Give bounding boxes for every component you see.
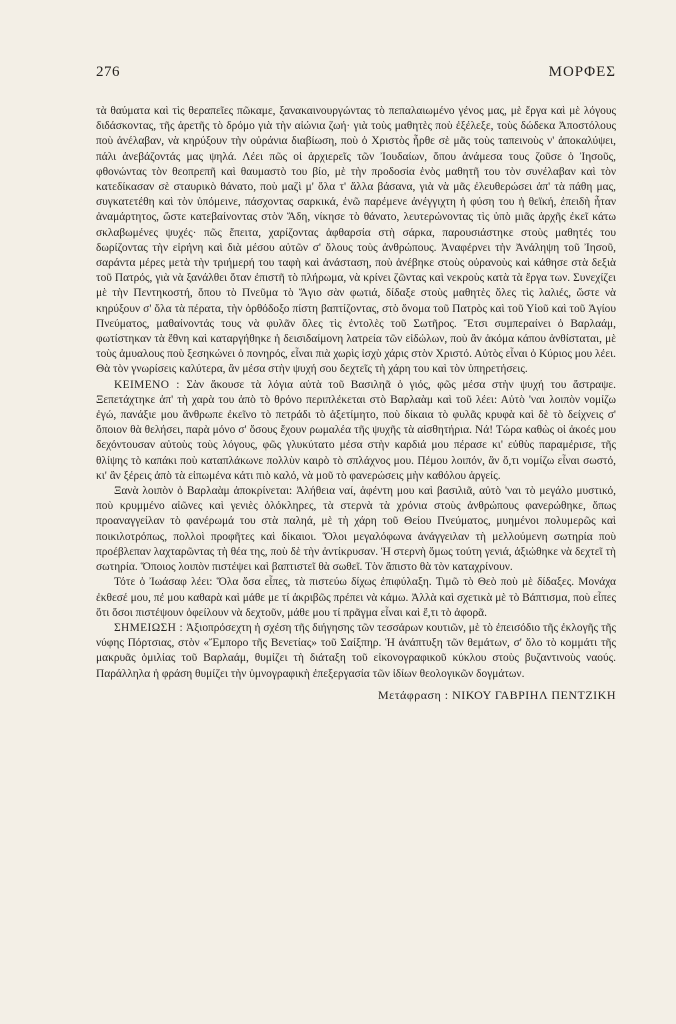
paragraph-ioasaph-reply — [96, 575, 616, 621]
paragraph-text-section — [96, 378, 616, 484]
section-label: ΚΕΙΜΕΝΟ : — [114, 378, 180, 391]
paragraph-text: Σὰν ἄκουσε τὰ λόγια αὐτὰ τοῦ Βασιληᾶ ὁ γιός, φῶς μέσα στὴν ψυχή του ἄστραψε. Ξεπετάχτηκε ἀπ' τὴ χαρὰ του ἀπὸ τὸ θρόνο περιπλέκεται στὸ Βαρλαὰμ καὶ τοῦ λέει: Αὐτὸ 'ναι λοιπὸν νομίζω ἐγώ, πανάξιε μου ἄνθρωπε ἐκεῖνο τὸ πετράδι τὸ ἀξετίμητο, ποὺ δίκαια τὸ φυλᾶς κρυφὰ καὶ δὲ τὸ δείχνεις σ' ὅποιον θὰ θελήσει, παρὰ μόνο σ' ὅσους ἔχουν ρωμαλέα τῆς ψυχῆς τὰ αἰσθητήρια. Νά! Τώρα καθὼς οἱ ἀκοές μου δεχόντουσαν αὐτοὺς τοὺς λόγους, φῶς γλυκύτατο μέσα στὴν καρδιά μου πέρασε κι' εὐθὺς παραμέρισε, τῆς θλίψης τὸ καπάκι ποὺ καταπλάκωνε πολλὺν καιρὸ τὸ σπλάχνος μου. Πέμου λοιπόν, ἂν ὅ,τι νομίζω εἶναι σωστό, κι' ἂν ξέρεις ἀπὸ τὰ εἰπωμένα κάτι πιὸ καλό, νὰ μοῦ τὸ φανερώσεις μὴν καθόλου ἀργείς. — [96, 378, 616, 482]
page-number: 276 — [96, 64, 120, 80]
page-header — [96, 64, 616, 86]
translation-credit: Μετάφραση : ΝΙΚΟΥ ΓΑΒΡΙΗΛ ΠΕΝΤΖΙΚΗ — [377, 687, 616, 702]
paragraph-text: Τότε ὁ Ἰωάσαφ λέει: Ὅλα ὅσα εἶπες, τὰ πιστεύω δίχως ἐπιφύλαξη. Τιμῶ τὸ Θεὸ ποὺ μὲ δίδαξες. Μονάχα ἐκθεσέ μου, πέ μου καθαρὰ καὶ μάθε με τί ἀκριβῶς πρέπει νὰ κάμω. Ἀλλὰ καὶ σχετικὰ μὲ τὸ Βάπτισμα, ποὺ εἶπες ὅτι ὅσοι πιστέψουν ὀφείλουν νὰ δεχτοῦν, μάθε μου τί πρᾶγμα εἶναι καὶ ἔ,τι τὸ ἀφορᾶ. — [96, 576, 616, 619]
paragraph-note — [96, 621, 616, 682]
running-title: ΜΟΡΦΕΣ — [548, 64, 616, 80]
body-text — [96, 104, 616, 703]
paragraph-text: τὰ θαύματα καὶ τὶς θεραπεῖες πῶκαμε, ξανακαινουργώντας τὸ πεπαλαιωμένο γένος μας, μὲ ἔργα καὶ μὲ λόγους διδάσκοντας, τῆς ἀρετῆς τὸ δρόμο γιὰ τὴν αἰώνια ζωή· γιὰ τοὺς μαθητὲς ποὺ ἐξέλεξε, τοὺς δώδεκα Ἀποστόλους ποὺ ἀνέλαβαν, νὰ κηρύξουν τὴν οὐράνια διαβίωση, ποὺ ὁ Χριστὸς ἦρθε σὲ μᾶς τοὺς ταπεινοὺς ν' ἀποκαλύψει, πάλι ἀνεβάζοντάς μας ψηλά. Λέει πῶς οἱ ἀρχιερεῖς τῶν Ἰουδαίων, ὅπου ἀνάμεσα τους ζοῦσε ὁ Ἰησοῦς, φθονώντας τὸν θεοπρεπῆ καὶ θαυμαστὸ του βίο, μὲ τὴν προδοσία ἑνὸς μαθητῆ του τὸν συνέλαβαν καὶ τὸν κατεδίκασαν σὲ σταυρικὸ θάνατο, ποὺ μαζὶ μ' ὅλα τ' ἄλλα βάσανα, γιὰ νὰ μᾶς ἐλευθερώσει ἀπ' τὰ πάθη μας, συγκατετέθη καὶ τὸν ὑπόμεινε, πάσχοντας σαρκικά, ἐνῶ παρέμενε ἀνέγγιχτη ἡ φύση του ἡ θεϊκή, ἐπειδὴ ἦταν ἀναμάρτητος, ὥστε κατεβαίνοντας στὸν Ἅδη, νίκησε τὸ θάνατο, λευτερώνοντας τὶς ὑπὸ μιᾶς ἀρχῆς ἐκεῖ κάτω σκλαβωμένες ψυχές· πῶς ἔπειτα, χαρίζοντας ἀφθαρσία στὴ σάρκα, παρουσιάστηκε στοὺς μαθητές του δωρίζοντας τὴν εἰρήνη καὶ διὰ μέσου αὐτῶν σ' ὅλους τοὺς ἀνθρώπους. Ἀναφέρνει τὴν Ἀνάληψη τοῦ Ἰησοῦ, σαράντα μέρες μετὰ τὴν τριήμερή του ταφὴ καὶ ἀνάσταση, ποὺ ἀνέβηκε στοὺς οὐρανοὺς καὶ κάθησε στὰ δεξιὰ τοῦ Πατρός, γιὰ νὰ ξανάλθει ὅταν ἐπιστῆ τὸ πλήρωμα, νὰ κρίνει ζῶντας καὶ νεκροὺς κατὰ τὰ ἔργα των. Συνεχίζει μὲ τὴν Πεντηκοστή, ὅπου τὸ Πνεῦμα τὸ Ἅγιο σὰν φωτιά, δίδαξε στοὺς μαθητὲς ὅλες τὶς λαλιές, ὥστε νὰ κηρύξουν σ' ὅλα τὰ πέρατα, τὴν ὀρθόδοξο πίστη βαπτίζοντας, στὸ ὄνομα τοῦ Πατρὸς καὶ τοῦ Υἱοῦ καὶ τοῦ Ἁγίου Πνεύματος, μαθαίνοντάς τους νὰ φυλᾶν ὅλες τὶς ἐντολὲς τοῦ Σωτῆρος. Ἔτσι συμπεραίνει ὁ Βαρλαάμ, φωτίστηκαν τὰ ἔθνη καὶ καταργήθηκε ἡ δεισιδαίμονη λατρεία τῶν εἰδώλων, ποὺ ἂν ἀκόμα κάπου ἀνθίσταται, μὲ τοὺς ἀμυαλους ποὺ ξεσηκώνει ὁ πονηρός, εἶναι πιὰ χωρὶς ἰσχὺ χάρις στὸν Χριστό. Αὐτὸς εἶναι ὁ Κύριος μου λέει. Θὰ τὸν γνωρίσεις καλύτερα, ἂν μέσα στὴν ψυχή σου δεχτεῖς τὴ χάρη του καὶ τὸν ὑπηρετήσεις. — [96, 105, 617, 376]
paragraph-text: Ξανὰ λοιπὸν ὁ Βαρλαὰμ ἀποκρίνεται: Ἀλήθεια ναί, ἀφέντη μου καὶ βασιλιᾶ, αὐτὸ 'ναι τὸ μεγάλο μυστικό, ποὺ κρυμμένο αἰῶνες καὶ γενιὲς ὁλόκληρες, τὰ στερνὰ τὰ χρόνια στοὺς ἀνθρώπους φανερώθηκε, ὅπως προαναγγείλαν τὸ φανέρωμά του στὰ παληά, μὲ τὴ χάρη τοῦ Θείου Πνεύματος, μυημένοι πολυμερῶς καὶ ποικιλοτρόπως, πολλοὶ προφῆτες καὶ δίκαιοι. Ὅλοι μεγαλόφωνα ἀνάγγειλαν τὴ μελλούμενη σωτηρία ποὺ προέβλεπαν λαχταρῶντας τὴ θέα της, ποὺ δὲ τὴν ἀντίκρυσαν. Ἡ στερνὴ ὅμως τούτη γενιά, ἀξιώθηκε νὰ δεχτεῖ τὴ σωτηρία. Ὅποιος λοιπὸν πιστέψει καὶ βαπτιστεῖ θὰ σωθεῖ. Τὸν ἄπιστο θὰ τὸν καταχρίνουν. — [96, 485, 616, 574]
paragraph-text: Ἀξιοπρόσεχτη ἡ σχέση τῆς διήγησης τῶν τεσσάρων κουτιῶν, μὲ τὸ ἐπεισόδιο τῆς ἐκλογῆς τῆς νύφης Πόρτσιας, στὸν «Ἔμπορο τῆς Βενετίας» τοῦ Σαίξπηρ. Ἡ ἀνάπτυξη τῶν θεμάτων, σ' ὅλο τὸ κομμάτι τῆς μακρυᾶς ὁμιλίας τοῦ Βαρλαάμ, θυμίζει τὴ διάταξη τοῦ εἰκονογραφικοῦ κύκλου στοὺς βυζαντινοὺς ναούς. Παράλληλα ἡ φράση θυμίζει τὴν ὑμνογραφικὴ ἐπεξεργασία τῶν ἰδίων θεολογικῶν δογμάτων. — [96, 621, 616, 680]
note-label: ΣΗΜΕΙΩΣΗ : — [114, 621, 184, 634]
paragraph-barlaam-reply — [96, 484, 616, 575]
paragraph-summary — [96, 104, 616, 378]
